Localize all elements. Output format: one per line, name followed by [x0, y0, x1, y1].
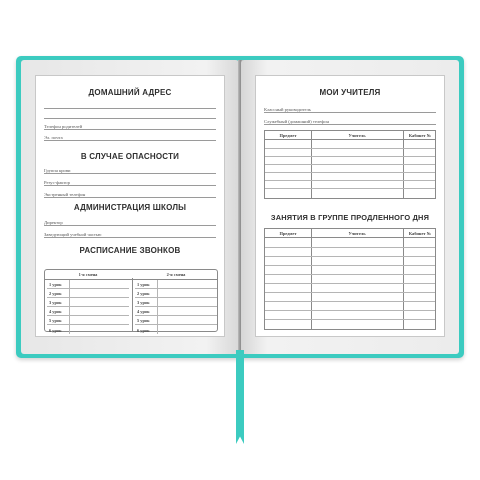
column-header-subject: Предмет: [279, 133, 297, 138]
bell-row[interactable]: 2 урок: [47, 289, 129, 298]
shift-1-header: 1-я смена: [78, 272, 98, 277]
shift-2-header: 2-я смена: [166, 272, 186, 277]
administration-title: АДМИНИСТРАЦИЯ ШКОЛЫ: [73, 203, 187, 212]
emergency-phone-field[interactable]: [44, 188, 216, 198]
home-address-title: ДОМАШНИЙ АДРЕС: [88, 88, 172, 97]
table-row[interactable]: [265, 310, 435, 311]
table-row[interactable]: [265, 172, 435, 173]
address-line-1[interactable]: [44, 108, 216, 109]
table-row[interactable]: [265, 265, 435, 266]
bell-row[interactable]: 1 урок: [47, 280, 129, 289]
bookmark-ribbon[interactable]: [236, 350, 244, 444]
parents-phone-field[interactable]: [44, 120, 216, 130]
teachers-title: МОИ УЧИТЕЛЯ: [319, 88, 381, 97]
table-row[interactable]: [265, 156, 435, 157]
emergency-title: В СЛУЧАЕ ОПАСНОСТИ: [80, 152, 180, 161]
teachers-table: [264, 130, 436, 199]
bell-schedule-title: РАСПИСАНИЕ ЗВОНКОВ: [79, 246, 181, 255]
email-field[interactable]: [44, 131, 216, 141]
bell-row[interactable]: 6 урок: [135, 325, 217, 334]
table-row[interactable]: [265, 301, 435, 302]
head-teacher-label: Заведующий учебной частью: [44, 232, 102, 237]
bell-schedule-table: [44, 269, 218, 332]
shift-2-column: [133, 270, 219, 331]
table-row[interactable]: [265, 274, 435, 275]
rh-factor-label: Резус-фактор: [44, 180, 70, 185]
left-sheet: [35, 75, 225, 337]
email-label: Эл. почта: [44, 135, 63, 140]
table-row[interactable]: [265, 188, 435, 189]
column-header-subject: Предмет: [279, 231, 297, 236]
table-row[interactable]: [265, 292, 435, 293]
service-phone-field[interactable]: [264, 115, 436, 125]
column-header-teacher: Учитель: [348, 231, 366, 236]
shift-1-column: [45, 270, 131, 331]
table-row[interactable]: [265, 247, 435, 248]
director-field[interactable]: [44, 216, 216, 226]
right-page: [241, 60, 459, 354]
table-row[interactable]: [265, 319, 435, 320]
bell-row[interactable]: 5 урок: [47, 316, 129, 325]
director-label: Директор: [44, 220, 63, 225]
table-row[interactable]: [265, 283, 435, 284]
service-phone-label: Служебный (домашний) телефон: [264, 119, 329, 124]
teachers-table-header: [265, 131, 435, 140]
table-row[interactable]: [265, 164, 435, 165]
right-sheet: [255, 75, 445, 337]
emergency-phone-label: Экстренный телефон: [44, 192, 86, 197]
bell-row[interactable]: 1 урок: [135, 280, 217, 289]
table-row[interactable]: [265, 148, 435, 149]
column-header-room: Кабинет №: [408, 231, 432, 236]
class-teacher-label: Классный руководитель: [264, 107, 311, 112]
bell-row[interactable]: 4 урок: [47, 307, 129, 316]
class-teacher-field[interactable]: [264, 103, 436, 113]
blood-type-field[interactable]: [44, 164, 216, 174]
column-header-teacher: Учитель: [348, 133, 366, 138]
rh-factor-field[interactable]: [44, 176, 216, 186]
extended-day-table: [264, 228, 436, 330]
left-page: [21, 60, 239, 354]
address-line-2[interactable]: [44, 118, 216, 119]
extended-day-title: ЗАНЯТИЯ В ГРУППЕ ПРОДЛЕННОГО ДНЯ: [270, 213, 430, 222]
bell-row[interactable]: 4 урок: [135, 307, 217, 316]
bell-row[interactable]: 5 урок: [135, 316, 217, 325]
blood-type-label: Группа крови: [44, 168, 71, 173]
table-row[interactable]: [265, 180, 435, 181]
head-teacher-field[interactable]: [44, 228, 216, 238]
parents-phone-label: Телефон родителей: [44, 124, 83, 129]
column-header-room: Кабинет №: [408, 133, 432, 138]
extended-day-table-header: [265, 229, 435, 238]
bell-row[interactable]: 2 урок: [135, 289, 217, 298]
table-row[interactable]: [265, 256, 435, 257]
bell-row[interactable]: 3 урок: [47, 298, 129, 307]
bell-row[interactable]: 3 урок: [135, 298, 217, 307]
bell-row[interactable]: 6 урок: [47, 325, 129, 334]
